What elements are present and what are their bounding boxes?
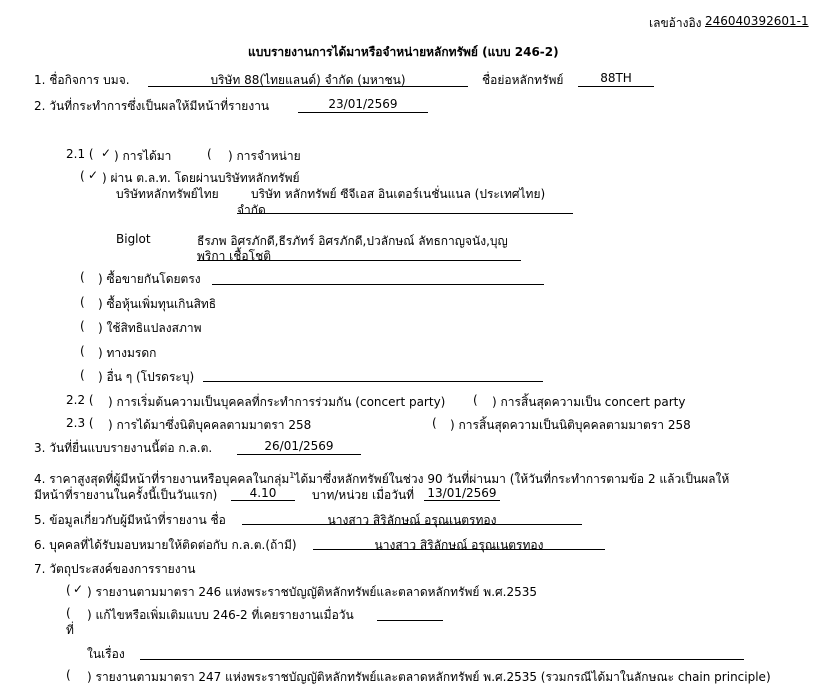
company-underline (148, 86, 468, 87)
form-title: แบบรายงานการได้มาหรือจำหน่ายหลักทรัพย์ (แบบ 246-2) (248, 45, 559, 59)
s2-label: 2. วันที่กระทำการซึ่งเป็นผลให้มีหน้าที่รายงาน (34, 99, 270, 113)
company-name: บริษัท 88(ไทยแลนด์) จำกัด (มหาชน) (210, 73, 406, 87)
dispose-label: ) การจำหน่าย (228, 149, 301, 163)
s7-option-246: ) รายงานตามมาตรา 246 แห่งพระราชบัญญัติหลักทรัพย์และตลาดหลักทรัพย์ พ.ศ.2535 (87, 585, 537, 599)
s7-o3-open: ( (66, 668, 71, 682)
via-set-label: ) ผ่าน ต.ล.ท. โดยผ่านบริษัทหลักทรัพย์ (102, 171, 300, 185)
direct-trade-label: ) ซื้อขายกันโดยตรง (98, 272, 201, 286)
s2-date: 23/01/2569 (328, 97, 398, 111)
s21-num: 2.1 ( (66, 147, 94, 161)
s7-o2-open: ( (66, 606, 71, 620)
reporter-name: นางสาว สิริลักษณ์ อรุณเนตรทอง (327, 513, 497, 527)
broker-name-line1: บริษัท หลักทรัพย์ ซีจีเอส อินเตอร์เนชั่นแนล (ประเทศไทย) (251, 187, 546, 201)
s4-line1-a: 4. ราคาสูงสุดที่ผู้มีหน้าที่รายงานหรือบุคคลในกลุ่ม (34, 472, 290, 486)
concert-start-label: ) การเริ่มต้นความเป็นบุคคลที่กระทำการร่วมกัน (concert party) (108, 395, 446, 409)
via-open: ( (80, 169, 85, 183)
s3-label: 3. วันที่ยื่นแบบรายงานนี้ต่อ ก.ล.ต. (34, 441, 213, 455)
broker-label: บริษัทหลักทรัพย์ไทย (116, 187, 219, 201)
s7-label: 7. วัตถุประสงค์ของการรายงาน (34, 562, 196, 576)
s6-label: 6. บุคคลที่ได้รับมอบหมายให้ติดต่อกับ ก.ล.ต.(ถ้ามี) (34, 538, 297, 552)
short-name-underline (578, 86, 654, 87)
s4-line1-b: ได้มาซึ่งหลักทรัพย์ในช่วง 90 วันที่ผ่านมา (ให้วันที่กระทำการตามข้อ 2 แล้วเป็นผลให้ (294, 472, 730, 486)
contact-underline (313, 549, 605, 550)
s258-acquire-label: ) การได้มาซึ่งนิติบุคคลตามมาตรา 258 (108, 418, 312, 432)
ref-label: เลขอ้างอิง (649, 16, 702, 30)
s5-label: 5. ข้อมูลเกี่ยวกับผู้มีหน้าที่รายงาน ชื่อ (34, 513, 226, 527)
ref-number: 246040392601-1 (705, 14, 809, 28)
s7-option-amend: ) แก้ไขหรือเพิ่มเติมแบบ 246-2 ที่เคยรายงานเมื่อวัน (87, 608, 354, 622)
other-label: ) อื่น ๆ (โปรดระบุ) (98, 370, 195, 384)
conversion-label: ) ใช้สิทธิแปลงสภาพ (98, 321, 202, 335)
max-price-date-underline (424, 500, 500, 501)
s7-o1-open: ( (66, 583, 71, 597)
amend-date-underline (377, 620, 443, 621)
dispose-open: ( (207, 147, 212, 161)
contact-name: นางสาว สิริลักษณ์ อรุณเนตรทอง (374, 538, 544, 552)
broker-name-line2: จำกัด (237, 203, 266, 217)
s7-option-247: ) รายงานตามมาตรา 247 แห่งพระราชบัญญัติหลักทรัพย์และตลาดหลักทรัพย์ พ.ศ.2535 (รวมกรณีได้มาในลักษณะ chain principle) (87, 670, 771, 684)
subject-label: ในเรื่อง (87, 647, 125, 661)
broker-underline (237, 213, 573, 214)
biglot-underline (197, 260, 521, 261)
check-icon: ✓ (88, 168, 99, 182)
other-open: ( (80, 368, 85, 382)
s3-date: 26/01/2569 (264, 439, 334, 453)
convert-open: ( (80, 319, 85, 333)
s22-num: 2.2 ( (66, 393, 94, 407)
direct-trade-underline (212, 284, 544, 285)
max-price-underline (231, 500, 295, 501)
concert-end-label: ) การสิ้นสุดความเป็น concert party (492, 395, 686, 409)
biglot-label: Biglot (116, 232, 151, 246)
acquire-label: ) การได้มา (114, 149, 172, 163)
max-price-date: 13/01/2569 (427, 486, 497, 500)
subject-underline (140, 659, 744, 660)
s4-line2: มีหน้าที่รายงานในครั้งนี้เป็นวันแรก) (34, 488, 218, 502)
excess-rights-label: ) ซื้อหุ้นเพิ่มทุนเกินสิทธิ (98, 297, 217, 311)
s23-num: 2.3 ( (66, 416, 94, 430)
short-name-label: ชื่อย่อหลักทรัพย์ (482, 73, 564, 87)
short-name: 88TH (600, 71, 632, 85)
inherit-open: ( (80, 344, 85, 358)
biglot-names-line1: ธีรภพ อิศรภักดี,ธีรภัทร์ อิศรภักดี,ปวลักษณ์ ลัทธกาญจนัง,บุญ (197, 234, 508, 248)
inheritance-label: ) ทางมรดก (98, 346, 157, 360)
unit-label: บาท/หน่วย เมื่อวันที่ (312, 488, 415, 502)
check-icon: ✓ (73, 582, 84, 596)
direct-open: ( (80, 270, 85, 284)
max-price: 4.10 (249, 486, 277, 500)
s1-label: 1. ชื่อกิจการ บมจ. (34, 73, 130, 87)
biglot-names-line2: พริกา เชื้อโชติ (197, 249, 272, 263)
footnote-marker: 1 (289, 471, 295, 480)
s258-end-label: ) การสิ้นสุดความเป็นนิติบุคคลตามมาตรา 258 (450, 418, 691, 432)
check-icon: ✓ (101, 146, 112, 160)
s2-date-underline (298, 112, 428, 113)
reporter-underline (242, 524, 582, 525)
s258-end-open: ( (432, 416, 437, 430)
s7-option-amend-cont: ที่ (66, 623, 74, 637)
s3-date-underline (237, 454, 361, 455)
concert-end-open: ( (473, 393, 478, 407)
other-underline (203, 381, 543, 382)
rights-open: ( (80, 295, 85, 309)
